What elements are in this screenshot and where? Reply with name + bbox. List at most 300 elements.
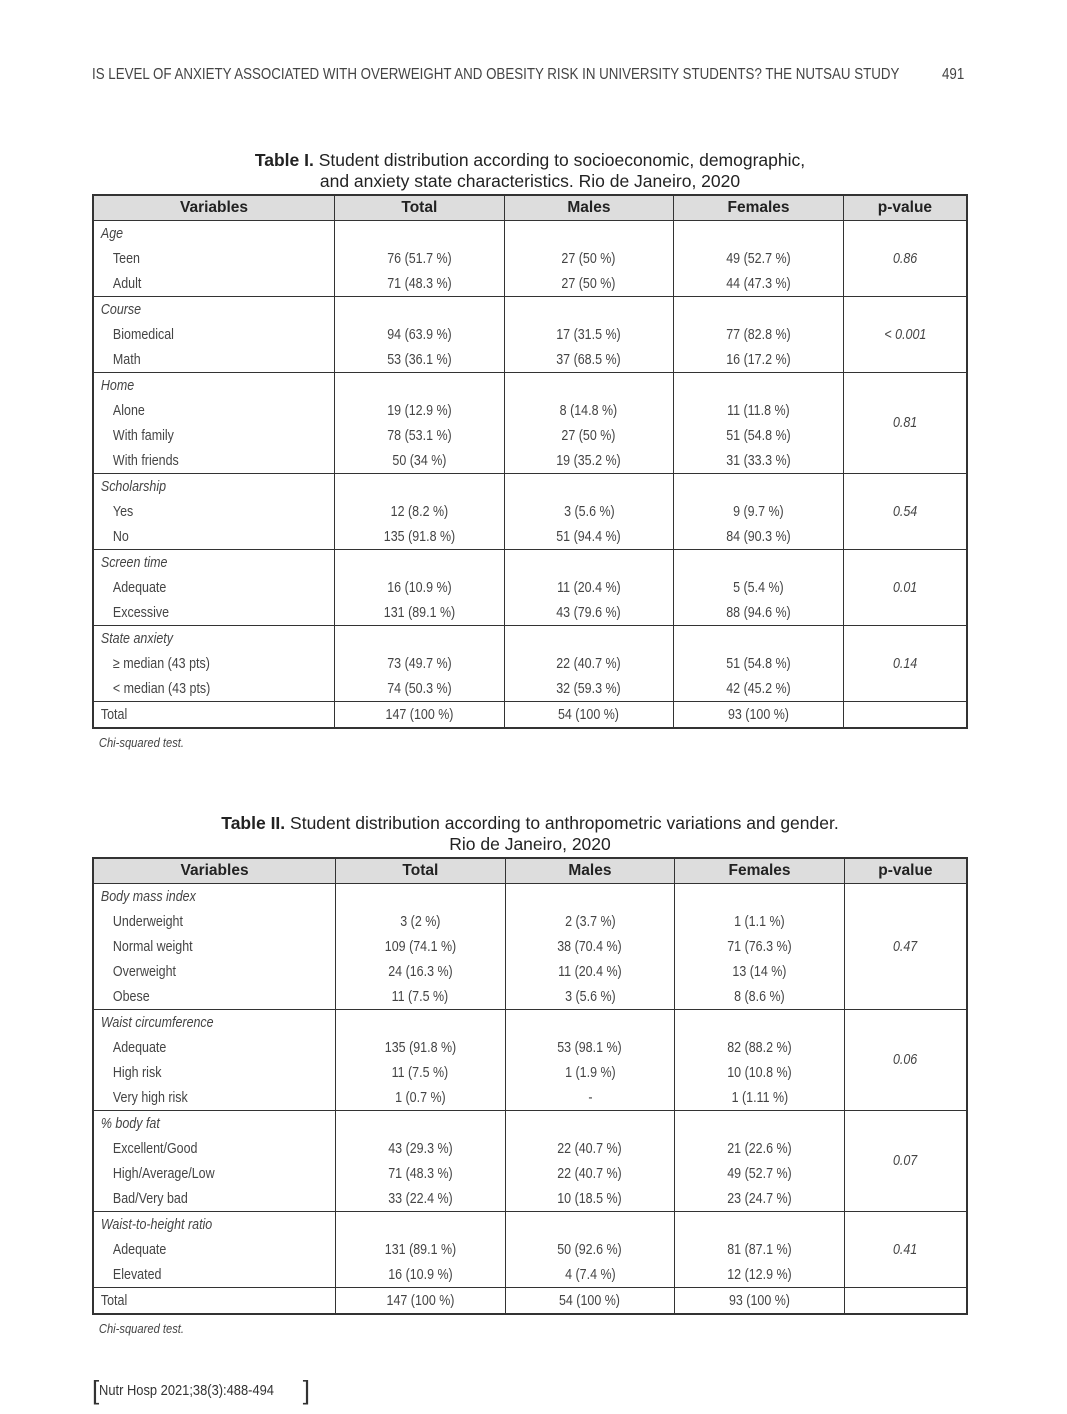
total: 33 (22.4 %) (388, 1190, 453, 1207)
total-label-cell (93, 1288, 336, 1315)
males: 3 (5.6 %) (564, 988, 616, 1005)
row-label-cell (93, 246, 335, 271)
footer-citation-text: Nutr Hosp 2021;38(3):488-494 (99, 1382, 275, 1399)
p-value-cell (844, 1288, 967, 1315)
total: 12 (8.2 %) (390, 503, 449, 520)
females: 51 (54.8 %) (726, 427, 791, 444)
group-row (93, 297, 967, 323)
males: 8 (14.8 %) (560, 402, 618, 419)
females-cell (674, 626, 844, 652)
p-value-cell (844, 1010, 967, 1111)
males: 2 (3.7 %) (564, 913, 616, 930)
table-row (93, 1085, 967, 1111)
total-cell (336, 934, 506, 959)
row-label: Overweight (112, 963, 176, 980)
males: 32 (59.3 %) (556, 680, 622, 697)
females: 82 (88.2 %) (727, 1039, 792, 1056)
females: 93 (100 %) (727, 706, 790, 723)
males-cell (505, 1010, 675, 1036)
total-cell (336, 1085, 506, 1111)
column-header: Total (335, 195, 505, 221)
total-cell (336, 959, 506, 984)
total-cell (335, 373, 505, 399)
females: 31 (33.3 %) (726, 452, 791, 469)
total-cell (336, 884, 506, 910)
males-cell (505, 1136, 675, 1161)
group-row (93, 373, 967, 399)
males-cell (505, 1035, 675, 1060)
group-name-cell (93, 1212, 336, 1238)
females: 51 (54.8 %) (726, 655, 791, 672)
females-cell (675, 1262, 845, 1288)
females: 77 (82.8 %) (726, 326, 791, 343)
total-cell (336, 1060, 506, 1085)
total-cell (336, 1262, 506, 1288)
total: 94 (63.9 %) (387, 326, 452, 343)
total-cell (336, 1035, 506, 1060)
row-label: Math (112, 351, 141, 368)
females-cell (674, 448, 844, 474)
table-row (93, 1060, 967, 1085)
total-cell (336, 1186, 506, 1212)
males-cell (504, 676, 674, 702)
males: 43 (79.6 %) (556, 604, 622, 621)
females-cell (675, 1237, 845, 1262)
total-row (93, 702, 967, 729)
row-label: ≥ median (43 pts) (112, 655, 210, 672)
column-header: Females (675, 858, 845, 884)
males-cell (505, 884, 675, 910)
footer-bracket-right: ] (302, 1375, 310, 1405)
females-cell (675, 1288, 845, 1315)
males: 51 (94.4 %) (556, 528, 622, 545)
row-label-cell (93, 1186, 336, 1212)
males-cell (505, 959, 675, 984)
males: 11 (20.4 %) (557, 579, 621, 596)
group-name: Home (100, 377, 135, 394)
total: 135 (91.8 %) (384, 1039, 457, 1056)
total: 53 (36.1 %) (387, 351, 452, 368)
total: 78 (53.1 %) (387, 427, 452, 444)
males-cell (504, 221, 674, 247)
total: 131 (89.1 %) (383, 604, 456, 621)
row-label-cell (93, 448, 335, 474)
females-cell (674, 271, 844, 297)
females-cell (674, 423, 844, 448)
column-header: p-value (843, 195, 967, 221)
males-cell (504, 271, 674, 297)
row-label: High risk (112, 1064, 162, 1081)
column-header: Variables (93, 195, 335, 221)
table-2-caption-line2: Rio de Janeiro, 2020 (449, 834, 611, 854)
table-row (93, 1186, 967, 1212)
females-cell (675, 1085, 845, 1111)
row-label-cell (93, 271, 335, 297)
females-cell (674, 373, 844, 399)
table-1-label: Table I. (254, 150, 314, 170)
column-header: Total (336, 858, 506, 884)
row-label-cell (93, 1161, 336, 1186)
row-label-cell (93, 984, 336, 1010)
males: - (587, 1089, 593, 1106)
total-cell (335, 398, 505, 423)
p-value-cell (843, 373, 967, 474)
table-row (93, 499, 967, 524)
column-header: p-value (844, 858, 967, 884)
males-cell (505, 1288, 675, 1315)
males: 54 (100 %) (558, 706, 620, 723)
p-value-cell (844, 884, 967, 1010)
table-1 (92, 150, 968, 750)
males: 11 (20.4 %) (558, 963, 622, 980)
females-cell (675, 1111, 845, 1137)
table-2-note: Chi-squared test. (98, 1321, 185, 1336)
row-label: < median (43 pts) (112, 680, 211, 697)
males-cell (504, 398, 674, 423)
row-label-cell (93, 398, 335, 423)
total-cell (336, 1237, 506, 1262)
males-cell (505, 1060, 675, 1085)
females-cell (674, 651, 844, 676)
total-label-cell (93, 702, 335, 729)
females: 71 (76.3 %) (727, 938, 792, 955)
column-header: Females (674, 195, 844, 221)
total-cell (335, 297, 505, 323)
group-name-cell (93, 550, 335, 576)
males: 37 (68.5 %) (556, 351, 622, 368)
total-cell (335, 271, 505, 297)
table-1-grid (92, 194, 968, 729)
table-row (93, 448, 967, 474)
group-name-cell (93, 626, 335, 652)
total-cell (335, 246, 505, 271)
total-cell (335, 423, 505, 448)
total: 11 (7.5 %) (392, 988, 449, 1005)
total: 147 (100 %) (385, 706, 454, 723)
females-cell (675, 909, 845, 934)
table-row (93, 651, 967, 676)
p-value-cell (843, 221, 967, 297)
males-cell (505, 1186, 675, 1212)
row-label-cell (93, 1237, 336, 1262)
row-label-cell (93, 959, 336, 984)
row-label-cell (93, 934, 336, 959)
total-label: Total (100, 1292, 128, 1309)
row-label: Adequate (112, 579, 167, 596)
males: 19 (35.2 %) (556, 452, 622, 469)
males: 10 (18.5 %) (557, 1190, 623, 1207)
total-cell (335, 600, 505, 626)
table-row (93, 1136, 967, 1161)
table-1-caption (92, 150, 968, 192)
page-number: 491 (942, 66, 965, 83)
total: 43 (29.3 %) (388, 1140, 453, 1157)
total: 19 (12.9 %) (387, 402, 452, 419)
row-label: Excellent/Good (112, 1140, 198, 1157)
table-row (93, 271, 967, 297)
females: 11 (11.8 %) (727, 402, 790, 419)
females: 12 (12.9 %) (727, 1266, 792, 1283)
total: 71 (48.3 %) (388, 1165, 453, 1182)
females-cell (674, 600, 844, 626)
table-row (93, 347, 967, 373)
group-name: Waist-to-height ratio (100, 1216, 213, 1233)
p-value-cell (844, 1111, 967, 1212)
females-cell (675, 934, 845, 959)
total-cell (336, 1288, 506, 1315)
total-cell (335, 702, 505, 729)
females: 10 (10.8 %) (727, 1064, 792, 1081)
table-1-caption-line2: and anxiety state characteristics. Rio de Janeiro, 2020 (319, 171, 741, 191)
row-label-cell (93, 676, 335, 702)
total-cell (335, 221, 505, 247)
total: 16 (10.9 %) (388, 1266, 453, 1283)
p-value-cell (844, 1212, 967, 1288)
total-cell (336, 1161, 506, 1186)
males-cell (505, 984, 675, 1010)
males-cell (504, 600, 674, 626)
total: 109 (74.1 %) (384, 938, 457, 955)
females: 49 (52.7 %) (727, 1165, 792, 1182)
males: 22 (40.7 %) (557, 1165, 623, 1182)
row-label-cell (93, 909, 336, 934)
total-cell (336, 1136, 506, 1161)
row-label: With family (112, 427, 174, 444)
males: 3 (5.6 %) (563, 503, 615, 520)
column-header: Variables (93, 858, 336, 884)
table-row (93, 423, 967, 448)
females: 9 (9.7 %) (733, 503, 784, 520)
row-label: Obese (112, 988, 150, 1005)
total-cell (335, 651, 505, 676)
table-2-caption (92, 813, 968, 855)
males-cell (505, 1111, 675, 1137)
males-cell (504, 423, 674, 448)
males-cell (504, 246, 674, 271)
males-cell (505, 1262, 675, 1288)
males-cell (505, 1212, 675, 1238)
group-name-cell (93, 221, 335, 247)
females: 21 (22.6 %) (727, 1140, 792, 1157)
total-cell (336, 1111, 506, 1137)
group-row (93, 1111, 967, 1137)
row-label-cell (93, 1035, 336, 1060)
table-2 (92, 813, 968, 1336)
p-value: 0.07 (893, 1153, 918, 1169)
table-row (93, 934, 967, 959)
group-name: Waist circumference (100, 1014, 214, 1031)
females: 42 (45.2 %) (726, 680, 791, 697)
males-cell (504, 524, 674, 550)
males: 4 (7.4 %) (564, 1266, 616, 1283)
males-cell (504, 347, 674, 373)
p-value-cell (843, 626, 967, 702)
females: 8 (8.6 %) (734, 988, 785, 1005)
table-row (93, 1035, 967, 1060)
females: 81 (87.1 %) (727, 1241, 792, 1258)
group-row (93, 474, 967, 500)
p-value-cell (843, 474, 967, 550)
row-label: Teen (112, 250, 140, 267)
females: 16 (17.2 %) (726, 351, 791, 368)
row-label: Bad/Very bad (112, 1190, 188, 1207)
group-name-cell (93, 1111, 336, 1137)
row-label-cell (93, 423, 335, 448)
group-name: Age (100, 225, 124, 242)
row-label-cell (93, 499, 335, 524)
row-label: Adult (112, 275, 142, 292)
total-cell (335, 322, 505, 347)
males: 22 (40.7 %) (556, 655, 622, 672)
females-cell (674, 347, 844, 373)
group-name: % body fat (100, 1115, 160, 1132)
females: 44 (47.3 %) (726, 275, 791, 292)
total: 11 (7.5 %) (392, 1064, 449, 1081)
females: 5 (5.4 %) (733, 579, 784, 596)
males: 53 (98.1 %) (557, 1039, 623, 1056)
row-label: Underweight (112, 913, 183, 930)
total: 50 (34 %) (392, 452, 447, 469)
group-name: Course (100, 301, 142, 318)
p-value-cell (843, 550, 967, 626)
row-label: Very high risk (112, 1089, 188, 1106)
row-label-cell (93, 347, 335, 373)
total-cell (335, 524, 505, 550)
table-row (93, 322, 967, 347)
females-cell (674, 575, 844, 600)
males-cell (505, 934, 675, 959)
total-cell (335, 575, 505, 600)
total: 73 (49.7 %) (387, 655, 452, 672)
row-label: Excessive (112, 604, 170, 621)
group-name: Body mass index (100, 888, 196, 905)
males-cell (504, 474, 674, 500)
group-row (93, 626, 967, 652)
females-cell (674, 474, 844, 500)
total-cell (336, 909, 506, 934)
row-label-cell (93, 651, 335, 676)
group-row (93, 1212, 967, 1238)
table-1-header-row (93, 195, 967, 221)
group-name: State anxiety (100, 630, 173, 647)
total-cell (335, 347, 505, 373)
footer-citation (92, 1375, 310, 1406)
females: 88 (94.6 %) (726, 604, 791, 621)
table-row (93, 984, 967, 1010)
table-row (93, 600, 967, 626)
total: 76 (51.7 %) (387, 250, 452, 267)
females-cell (674, 550, 844, 576)
row-label-cell (93, 322, 335, 347)
p-value: 0.06 (893, 1052, 918, 1068)
total-cell (335, 550, 505, 576)
females: 1 (1.11 %) (731, 1089, 788, 1106)
table-2-label: Table II. (221, 813, 286, 833)
row-label: With friends (112, 452, 179, 469)
group-row (93, 221, 967, 247)
females: 13 (14 %) (732, 963, 787, 980)
males-cell (504, 626, 674, 652)
females-cell (675, 1161, 845, 1186)
p-value: 0.14 (892, 655, 918, 672)
total: 3 (2 %) (400, 913, 441, 930)
total-label: Total (100, 706, 128, 723)
total-cell (335, 448, 505, 474)
females-cell (674, 297, 844, 323)
females-cell (675, 1186, 845, 1212)
row-label-cell (93, 1136, 336, 1161)
females-cell (674, 322, 844, 347)
p-value: < 0.001 (883, 326, 926, 343)
p-value: 0.47 (893, 938, 918, 955)
total: 74 (50.3 %) (387, 680, 452, 697)
table-row (93, 575, 967, 600)
total: 16 (10.9 %) (387, 579, 452, 596)
males: 22 (40.7 %) (557, 1140, 623, 1157)
males-cell (504, 448, 674, 474)
males-cell (504, 550, 674, 576)
group-row (93, 884, 967, 910)
total-cell (335, 499, 505, 524)
males: 38 (70.4 %) (557, 938, 623, 955)
females: 93 (100 %) (729, 1292, 791, 1309)
males-cell (505, 1085, 675, 1111)
males-cell (505, 1161, 675, 1186)
males-cell (504, 297, 674, 323)
females-cell (675, 1136, 845, 1161)
females-cell (675, 984, 845, 1010)
males-cell (504, 651, 674, 676)
females-cell (675, 1060, 845, 1085)
footer-bracket-left: [ (92, 1375, 100, 1405)
total: 147 (100 %) (386, 1292, 455, 1309)
group-name-cell (93, 1010, 336, 1036)
p-value-cell (843, 297, 967, 373)
p-value: 0.41 (893, 1241, 918, 1258)
males: 50 (92.6 %) (557, 1241, 623, 1258)
row-label-cell (93, 1060, 336, 1085)
females: 84 (90.3 %) (726, 528, 791, 545)
total: 131 (89.1 %) (384, 1241, 457, 1258)
table-row (93, 246, 967, 271)
row-label-cell (93, 1262, 336, 1288)
males: 54 (100 %) (559, 1292, 621, 1309)
females-cell (674, 221, 844, 247)
p-value: 0.01 (892, 579, 918, 596)
group-name-cell (93, 373, 335, 399)
total: 71 (48.3 %) (387, 275, 452, 292)
total: 135 (91.8 %) (383, 528, 456, 545)
total-cell (336, 984, 506, 1010)
males-cell (504, 702, 674, 729)
males: 27 (50 %) (561, 427, 616, 444)
table-2-grid (92, 857, 968, 1315)
table-row (93, 1262, 967, 1288)
row-label-cell (93, 600, 335, 626)
females-cell (674, 499, 844, 524)
females-cell (675, 1010, 845, 1036)
row-label-cell (93, 524, 335, 550)
males-cell (505, 909, 675, 934)
column-header: Males (504, 195, 674, 221)
row-label-cell (93, 1085, 336, 1111)
group-name-cell (93, 884, 336, 910)
row-label: Normal weight (112, 938, 193, 955)
females: 1 (1.1 %) (734, 913, 785, 930)
total: 24 (16.3 %) (388, 963, 453, 980)
table-row (93, 1237, 967, 1262)
table-1-note: Chi-squared test. (98, 735, 185, 750)
